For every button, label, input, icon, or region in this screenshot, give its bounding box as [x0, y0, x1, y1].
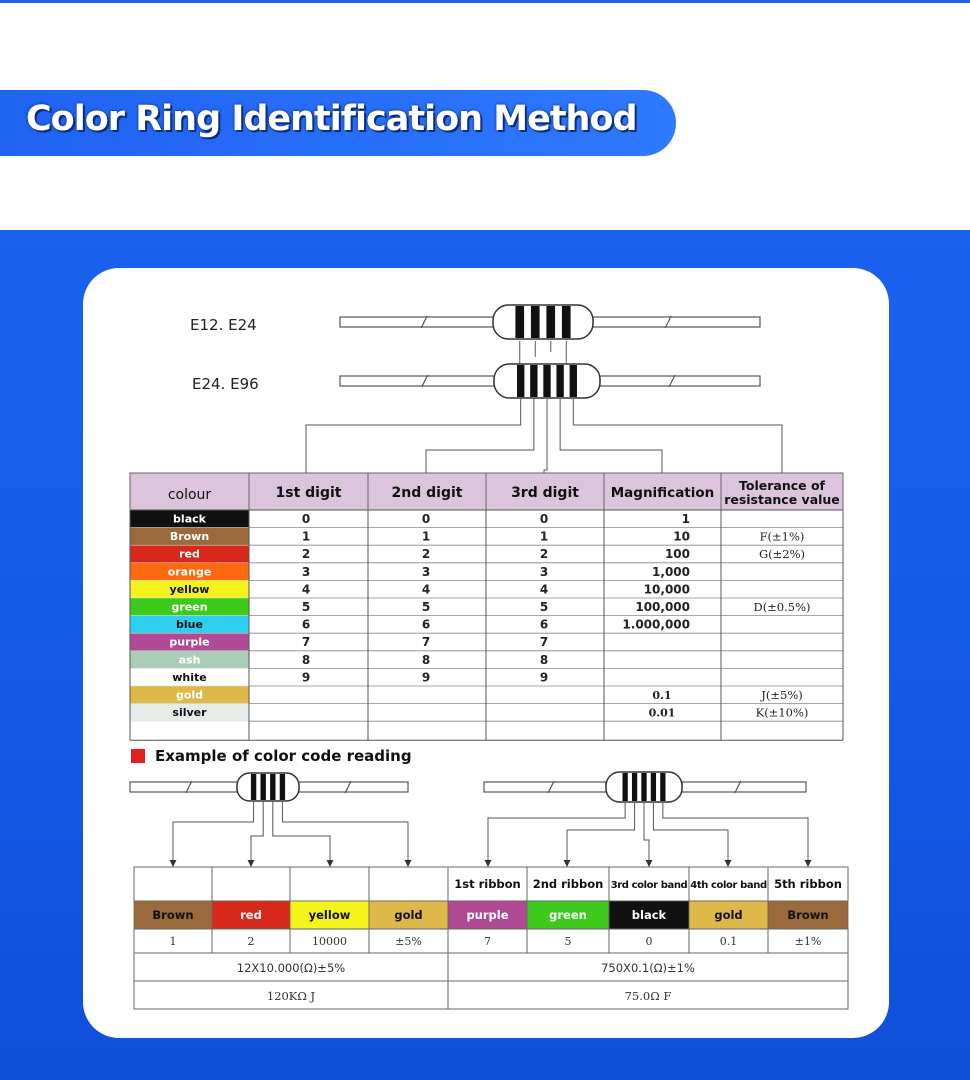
band-connector-lines — [306, 341, 782, 473]
header-tolerance: Tolerance of — [739, 478, 825, 493]
digit-value: 1 — [301, 529, 311, 544]
resistor-band — [623, 773, 628, 801]
example-formula: 12X10.000(Ω)±5% — [236, 961, 346, 975]
digit-value: 3 — [539, 564, 549, 579]
example-label-cell — [290, 867, 369, 901]
digit-value: 1 — [539, 529, 549, 544]
header-magnification: Magnification — [610, 485, 715, 501]
digit-value: 7 — [539, 635, 549, 650]
colour-name: gold — [175, 688, 204, 702]
resistor-band — [530, 365, 537, 397]
tolerance-value: F(±1%) — [759, 529, 805, 544]
tolerance-value: G(±2%) — [758, 547, 806, 562]
example-band-value: ±5% — [395, 935, 422, 948]
colour-name: orange — [167, 565, 212, 579]
digit-value: 0 — [301, 512, 311, 526]
resistor-five-band — [340, 364, 760, 398]
example-band-value: 1 — [169, 935, 177, 948]
example-band-name: Brown — [152, 908, 194, 922]
digit-value: 1 — [421, 529, 431, 544]
resistor-label-e12: E12. E24 — [190, 316, 257, 334]
example-band-name: purple — [466, 908, 509, 922]
example-band-name: gold — [394, 908, 423, 922]
example-band-label: 5th ribbon — [774, 877, 842, 891]
example-band-value: 0.1 — [719, 935, 738, 948]
magnification-value: 1,000 — [652, 564, 690, 579]
example-band-value: 5 — [564, 935, 572, 948]
resistor-band — [261, 774, 266, 800]
digit-value: 2 — [301, 547, 311, 562]
example-label-cell — [369, 867, 448, 901]
resistor-band — [270, 774, 275, 800]
digit-value: 9 — [421, 670, 431, 685]
resistor-band — [556, 365, 563, 397]
resistor-band — [641, 773, 646, 801]
example-band-name: yellow — [308, 908, 351, 922]
digit-value: 2 — [539, 547, 549, 562]
header-3rd-digit: 3rd digit — [511, 485, 579, 501]
example-band-name: green — [549, 908, 587, 922]
colour-name: blue — [176, 618, 203, 632]
magnification-value: 10,000 — [643, 582, 690, 597]
digit-value: 8 — [539, 652, 549, 667]
color-code-table — [130, 473, 843, 740]
resistor-label-e24: E24. E96 — [192, 375, 259, 393]
example-band-name: Brown — [787, 908, 829, 922]
example-result: 120KΩ J — [266, 989, 316, 1003]
digit-value: 6 — [301, 617, 311, 632]
digit-value: 9 — [301, 670, 311, 685]
resistor-band — [515, 306, 524, 338]
resistor-band — [251, 774, 256, 800]
resistor-band — [660, 773, 665, 801]
tolerance-value: D(±0.5%) — [753, 600, 811, 614]
page-title: Color Ring Identification Method — [26, 99, 637, 139]
digit-value: 8 — [301, 652, 311, 667]
digit-value: 5 — [539, 600, 549, 614]
magnification-value: 0.01 — [648, 706, 676, 720]
example-heading: Example of color code reading — [155, 747, 412, 765]
resistor-band — [280, 774, 285, 800]
resistor-band — [632, 773, 637, 801]
example-band-name: red — [240, 908, 262, 922]
header-1st-digit: 1st digit — [275, 485, 342, 501]
example-band-value: 2 — [247, 935, 255, 948]
magnification-value: 100,000 — [635, 600, 690, 614]
digit-value: 6 — [421, 617, 431, 632]
example-formula: 750X0.1(Ω)±1% — [601, 961, 695, 975]
resistor-band — [531, 306, 540, 338]
example-band-label: 3rd color band — [610, 880, 688, 891]
colour-name: green — [171, 600, 208, 614]
header-tolerance: resistance value — [724, 492, 840, 507]
example-marker-icon — [131, 749, 145, 763]
digit-value: 0 — [421, 512, 431, 526]
resistor-band — [543, 365, 550, 397]
digit-value: 0 — [539, 512, 549, 526]
header-2nd-digit: 2nd digit — [391, 485, 463, 501]
example-band-label: 2nd ribbon — [532, 877, 604, 891]
example-result: 75.0Ω F — [624, 989, 672, 1003]
colour-name: silver — [172, 706, 207, 720]
digit-value: 4 — [539, 582, 549, 597]
digit-value: 2 — [421, 547, 431, 562]
colour-name: black — [173, 512, 206, 526]
resistor-band — [651, 773, 656, 801]
digit-value: 7 — [301, 635, 311, 650]
digit-value: 6 — [539, 617, 549, 632]
example-label-cell — [212, 867, 290, 901]
example-band-value: ±1% — [794, 935, 822, 948]
colour-name: white — [172, 670, 207, 684]
digit-value: 4 — [421, 582, 431, 597]
tolerance-value: J(±5%) — [761, 688, 803, 702]
tolerance-value: K(±10%) — [755, 705, 809, 720]
digit-value: 9 — [539, 670, 549, 685]
example-band-value: 0 — [645, 935, 653, 948]
header-colour: colour — [167, 487, 212, 503]
digit-value: 5 — [301, 600, 311, 614]
resistor-band — [570, 365, 577, 397]
magnification-value: 1 — [681, 512, 690, 526]
magnification-value: 100 — [664, 547, 690, 562]
resistor-band — [546, 306, 555, 338]
digit-value: 4 — [301, 582, 311, 597]
example-band-name: black — [631, 908, 667, 922]
resistor-band — [562, 306, 571, 338]
colour-name: purple — [169, 635, 210, 649]
digit-value: 7 — [421, 635, 431, 650]
resistor-band — [517, 365, 524, 397]
colour-name: Brown — [169, 530, 210, 544]
example-band-label: 4th color band — [690, 880, 767, 891]
example-label-cell — [134, 867, 212, 901]
digit-value: 5 — [421, 600, 431, 614]
example-band-value: 7 — [484, 935, 491, 948]
magnification-value: 1.000,000 — [622, 617, 690, 632]
resistor-four-band — [340, 305, 760, 339]
example-resistors — [130, 772, 806, 802]
colour-name: red — [179, 547, 200, 561]
colour-name: yellow — [169, 582, 210, 596]
digit-value: 3 — [301, 564, 311, 579]
magnification-value: 0.1 — [652, 689, 672, 702]
example-band-label: 1st ribbon — [454, 877, 521, 891]
magnification-value: 10 — [673, 529, 690, 544]
example-table — [134, 802, 848, 1009]
example-band-name: gold — [714, 908, 743, 922]
digit-value: 8 — [421, 652, 431, 667]
digit-value: 3 — [421, 564, 431, 579]
example-band-value: 10000 — [312, 935, 347, 948]
colour-name: ash — [178, 653, 201, 667]
resistor-diagrams — [190, 305, 782, 473]
